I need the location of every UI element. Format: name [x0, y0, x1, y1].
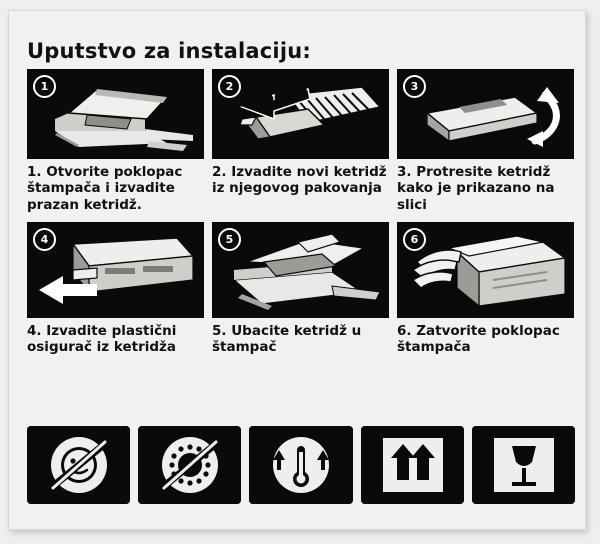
step-2-number: 2 [218, 75, 241, 98]
temperature-limit-icon [249, 426, 352, 504]
this-way-up-icon [361, 426, 464, 504]
step-2-caption: 2. Izvadite novi ketridž iz njegovog pakovanja [212, 164, 387, 197]
step-1 [27, 69, 204, 216]
fragile-glass-icon [472, 426, 575, 504]
step-5-caption: 5. Ubacite ketridž u štampač [212, 323, 362, 356]
no-sunlight-icon [138, 426, 241, 504]
handling-symbols-strip [27, 426, 575, 504]
step-4 [27, 222, 204, 359]
steps-grid [27, 69, 575, 359]
step-4-caption: 4. Izvadite plastični osigurač iz ketridža [27, 323, 177, 356]
steps-row-top [27, 69, 575, 216]
step-5-number: 5 [218, 228, 241, 251]
step-5 [212, 222, 389, 359]
step-3-number: 3 [403, 75, 426, 98]
symbol-this-way-up [361, 426, 464, 504]
symbol-temperature-limit [249, 426, 352, 504]
steps-row-bottom [27, 222, 575, 359]
paper-background [8, 10, 586, 530]
step-6-caption: 6. Zatvorite poklopac štampača [397, 323, 560, 356]
symbol-no-children [27, 426, 130, 504]
page-title: Uputstvo za instalaciju: [27, 39, 311, 63]
step-6 [397, 222, 574, 359]
step-4-number: 4 [33, 228, 56, 251]
step-1-number: 1 [33, 75, 56, 98]
step-6-number: 6 [403, 228, 426, 251]
no-children-icon [27, 426, 130, 504]
step-2 [212, 69, 389, 216]
symbol-no-sunlight [138, 426, 241, 504]
step-1-caption: 1. Otvorite poklopac štampača i izvadite prazan ketridž. [27, 164, 183, 213]
symbol-fragile [472, 426, 575, 504]
step-3 [397, 69, 574, 216]
step-3-caption: 3. Protresite ketridž kako je prikazano na slici [397, 164, 555, 213]
